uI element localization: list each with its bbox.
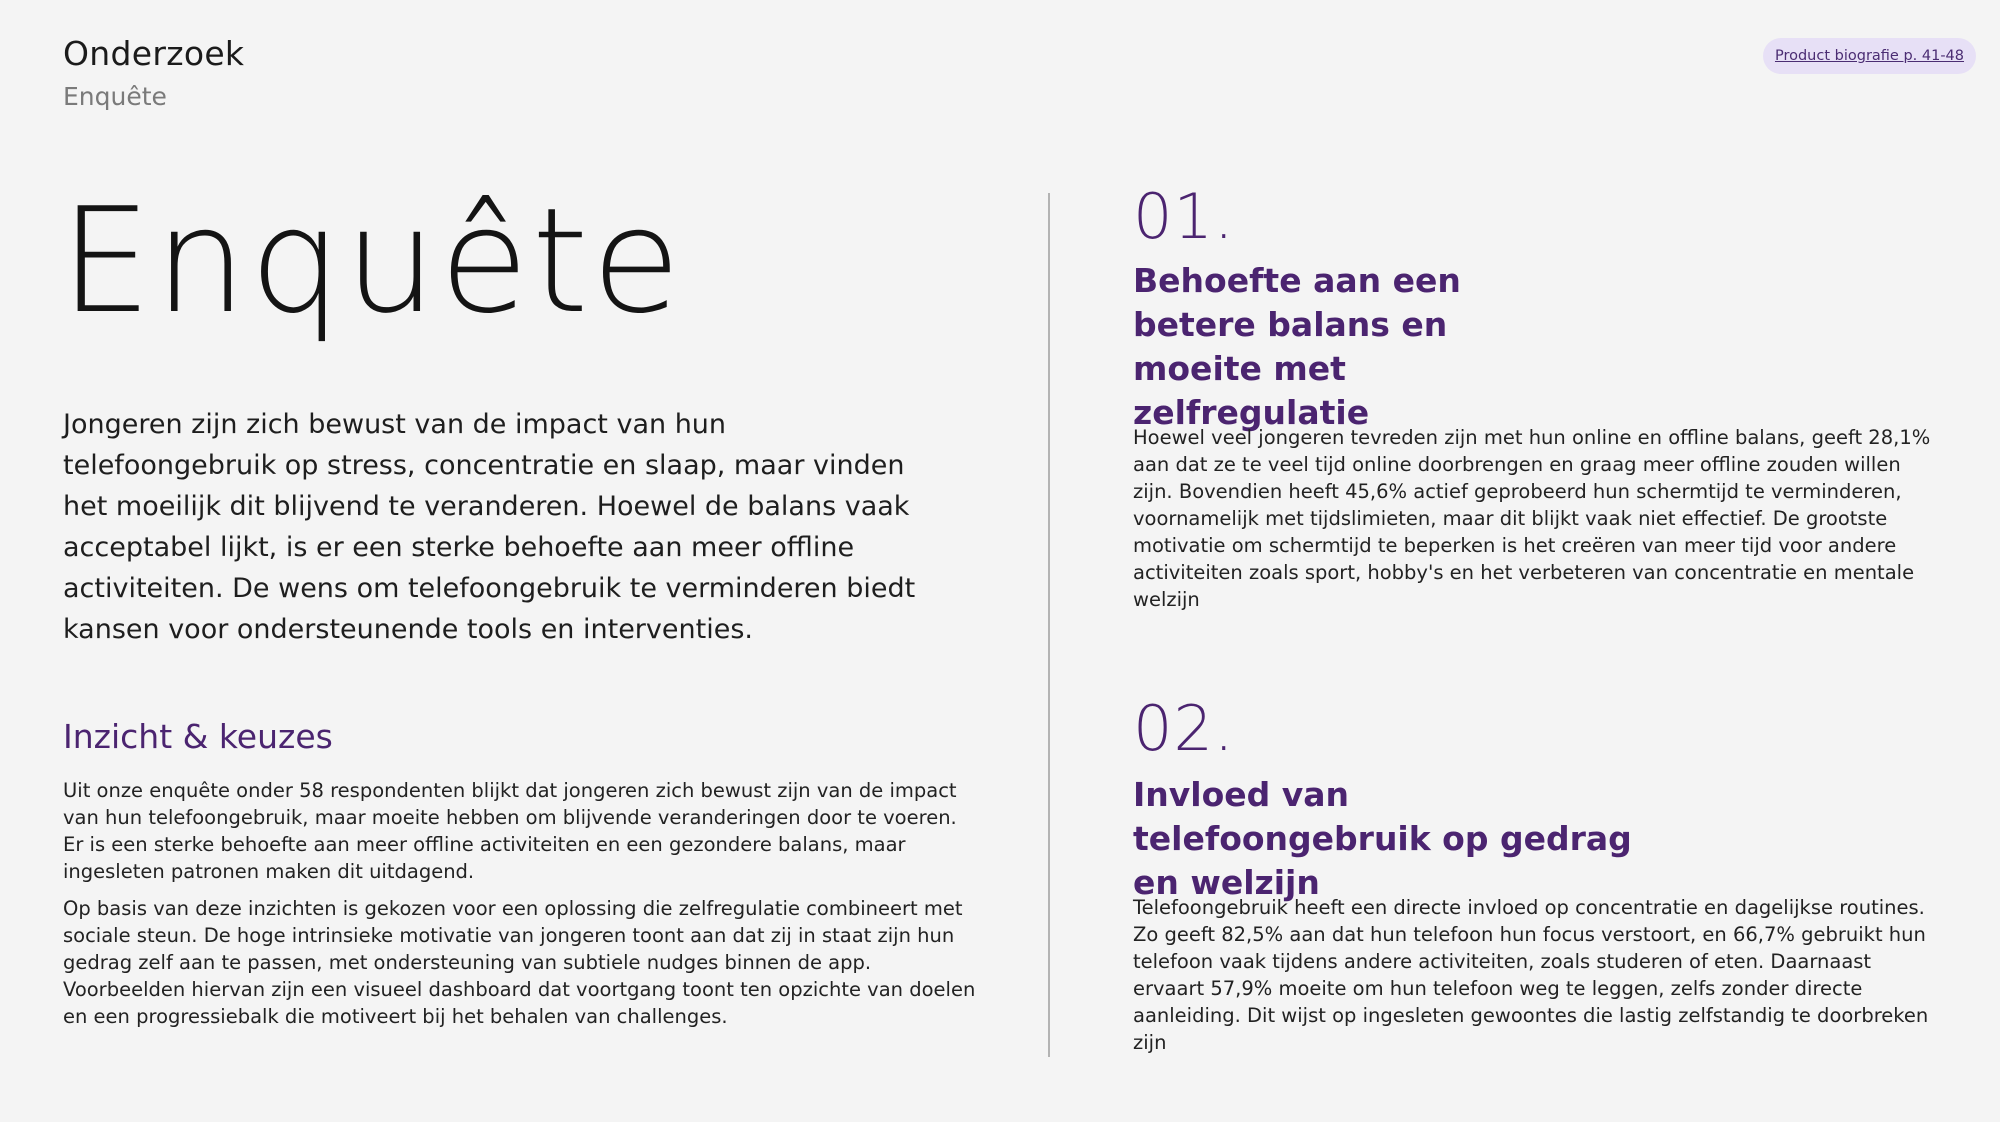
column-divider	[1048, 193, 1050, 1057]
finding-title-02: Invloed van telefoongebruik op gedrag en welzijn	[1133, 775, 1632, 902]
insights-paragraph-1: Uit onze enquête onder 58 respondenten blijkt dat jongeren zich bewust zijn van de impact van hun telefoongebruik, maar moeite hebben om blijvende veranderingen door te voeren. Er is een sterke behoefte aan meer offline activiteiten en een gezondere balans, maar ingesleten patronen maken dit uitdagend.	[63, 779, 957, 883]
finding-number-01: 01.	[1133, 180, 1235, 253]
insights-heading: Inzicht & keuzes	[63, 717, 333, 756]
finding-title-01: Behoefte aan een betere balans en moeite met zelfregulatie	[1133, 261, 1461, 432]
page-title: Enquête	[60, 177, 684, 346]
reference-link-badge[interactable]: Product biografie p. 41-48	[1763, 38, 1976, 74]
finding-body-01: Hoewel veel jongeren tevreden zijn met hun online en offline balans, geeft 28,1% aan dat ze te veel tijd online doorbrengen en graag meer offline zouden willen zijn. Bovendien heeft 45,6% actief geprobeerd hun schermtijd te verminderen, voornamelijk met tijdslimieten, maar dit blijkt vaak niet effectief. De grootste motivatie om schermtijd te beperken is het creëren van meer tijd voor andere activiteiten zoals sport, hobby's en het verbeteren van concentratie en mentale welzijn	[1133, 426, 1931, 611]
section-subtitle: Enquête	[63, 82, 167, 111]
section-title: Onderzoek	[63, 34, 245, 73]
insights-paragraph-2: Op basis van deze inzichten is gekozen voor een oplossing die zelfregulatie combineert met sociale steun. De hoge intrinsieke motivatie van jongeren toont aan dat zij in staat zijn hun gedrag zelf aan te passen, met ondersteuning van subtiele nudges binnen de app. Voorbeelden hiervan zijn een visueel dashboard dat voortgang toont ten opzichte van doelen en een progressiebalk die motiveert bij het behalen van challenges.	[63, 897, 976, 1028]
finding-number-02: 02.	[1133, 692, 1235, 765]
intro-paragraph: Jongeren zijn zich bewust van de impact van hun telefoongebruik op stress, concentratie en slaap, maar vinden het moeilijk dit blijvend te veranderen. Hoewel de balans vaak acceptabel lijkt, is er een sterke behoefte aan meer offline activiteiten. De wens om telefoongebruik te verminderen biedt kansen voor ondersteunende tools en interventies.	[63, 409, 916, 645]
finding-body-02: Telefoongebruik heeft een directe invloed op concentratie en dagelijkse routines. Zo geeft 82,5% aan dat hun telefoon hun focus verstoort, en 66,7% gebruikt hun telefoon vaak tijdens andere activiteiten, zoals studeren of eten. Daarnaast ervaart 57,9% moeite om hun telefoon weg te leggen, zelfs zonder directe aanleiding. Dit wijst op ingesleten gewoontes die lastig zelfstandig te doorbreken zijn	[1133, 896, 1929, 1054]
